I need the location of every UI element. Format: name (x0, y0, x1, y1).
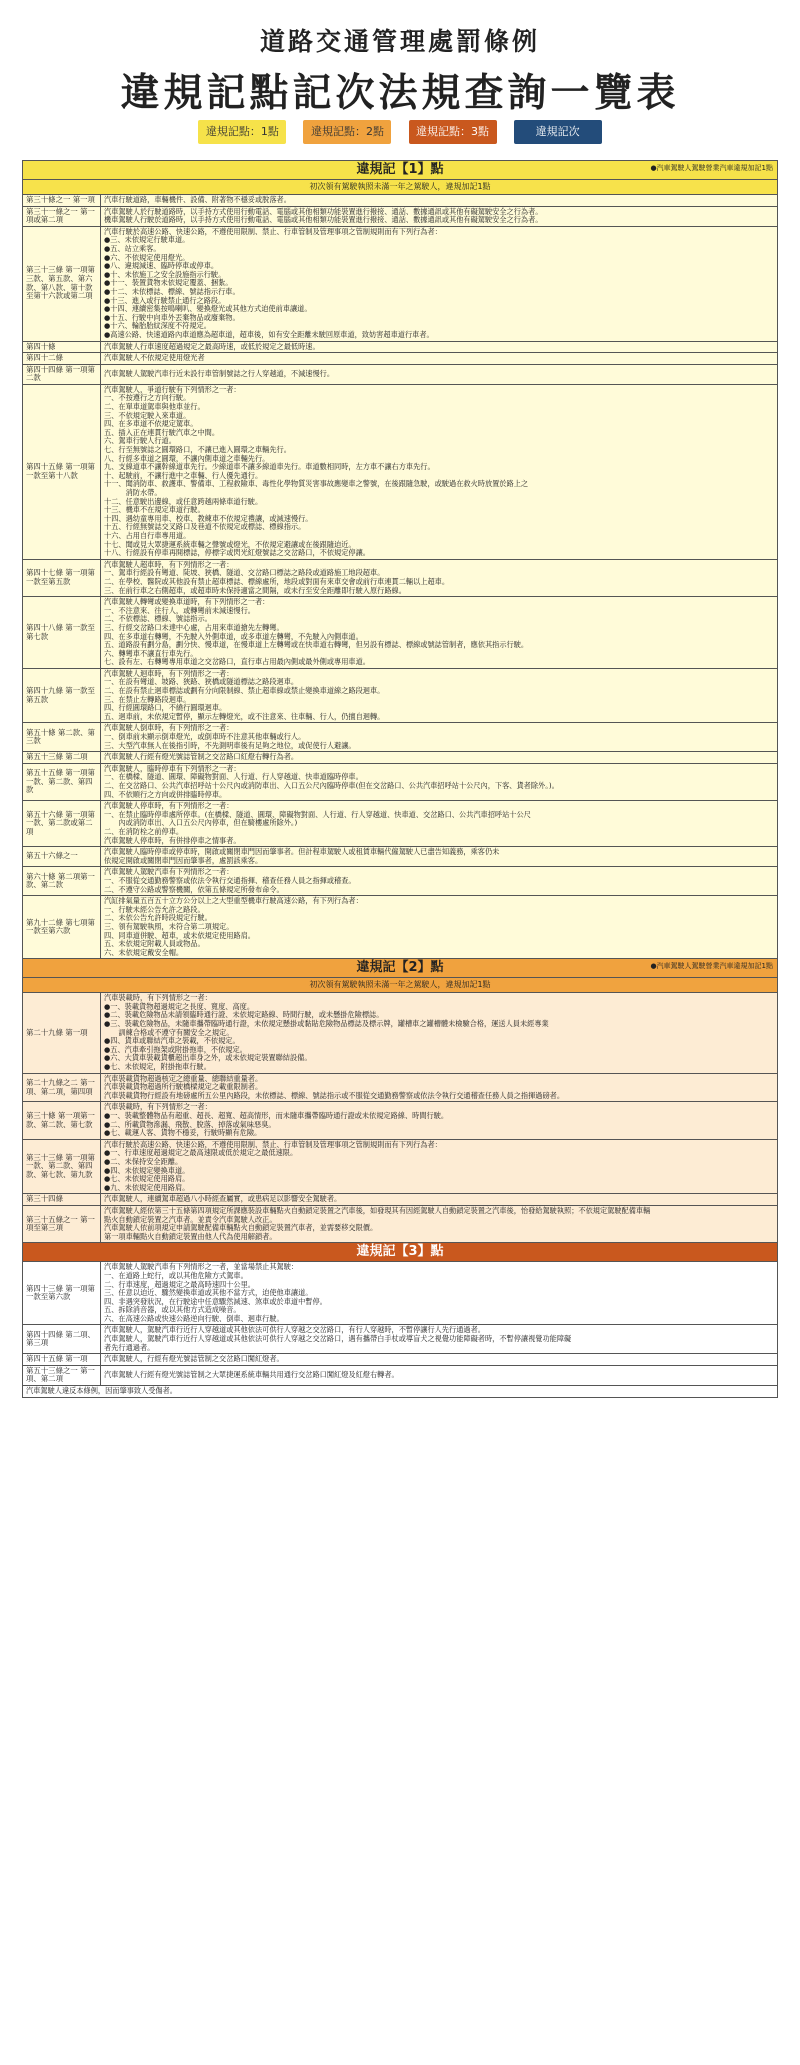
regulation-row (23, 993, 778, 1073)
rule-cell (101, 723, 778, 752)
rule-line: 二、不遵守公路或警察機關，依第五條規定所發布命令。 (104, 884, 284, 894)
regulation-row (23, 1205, 778, 1242)
rule-line: 六、未依規定戴安全帽。 (104, 947, 184, 957)
rule-line: 汽車裝載貨物超過所行駛橋樑規定之載重限制者。 (104, 1082, 263, 1092)
rule-cell (101, 226, 778, 341)
article-cell: 第五十六條 第一項第一款、第二款或第二項 (23, 801, 101, 847)
rule-line: 二、在單車道駕車與他車並行。 (104, 402, 205, 412)
rule-cell (101, 341, 778, 353)
rule-line: 三、行經交岔路口未達中心處，占用來車道搶先左轉彎。 (104, 622, 284, 632)
article-cell: 第六十條 第二項第一款、第二款 (23, 867, 101, 896)
rule-line: 汽車駕駛人，連續駕車超過八小時經查屬實，或患病足以影響安全駕駛者。 (104, 1194, 342, 1204)
article-cell: 第五十三條 第二項 (23, 752, 101, 764)
rule-line: 五、道路設有劃分島，劃分快、慢車道，在慢車道上左轉彎或在快車道右轉彎，但另設有標誌、標線或號誌管制者，應依其指示行駛。 (104, 640, 529, 650)
rule-line: 汽車駕駛人迴車時，有下列情形之一者： (104, 668, 234, 678)
page-header (0, 0, 800, 120)
rule-line: 二、在學校、醫院或其他設有禁止超車標誌、標線處所，地段或對面有來車交會或前行車連貫二輛以上超車。 (104, 576, 450, 586)
regulation-row (23, 723, 778, 752)
rule-line: 一、在禁止臨時停車處所停車。(在橋樑、隧道、圓環、障礙物對面、人行道、行人穿越道、快車道、交岔路口、公共汽車招呼站十公尺 (104, 809, 531, 819)
rule-cell (101, 763, 778, 800)
rule-line: 汽車駕駛人臨時停車或停車時，開啟或關閉車門因而肇事者。但計程車駕駛人或租賃車輛代僱駕駛人已盡告知義務，乘客仍未 (104, 847, 500, 857)
rule-line: 汽車行駛於高速公路、快速公路，不遵使用限制、禁止、行車管制及管理事項之管制規則而有下列行為者： (104, 1139, 442, 1149)
rule-line: 五、未依規定附載人員或物品。 (104, 939, 205, 949)
section-2-body (23, 959, 778, 1243)
rule-line: 汽車駕駛人停車時，有下列情形之一者： (104, 801, 234, 811)
rule-line: ●六、大貨車裝載貨櫃超出車身之外，或未依規定裝置聯結設備。 (104, 1053, 312, 1063)
section-3-body (23, 1243, 778, 1386)
rule-line: 一、在設有彎道、坡路、狹路、狹橋或隧道標誌之路段迴車。 (104, 677, 299, 687)
regulation-row (23, 226, 778, 341)
section-2-header (23, 959, 778, 978)
rule-line: 十四、遇幼童專用車、校車、教練車不依規定禮讓，或減速慢行。 (104, 513, 313, 523)
rule-line: ●六、不依規定使用燈光。 (104, 252, 190, 262)
rule-line: ●七、載運人客、貨物不穩妥，行駛時顯有危險。 (104, 1128, 262, 1138)
legend-2-point: 違規記點：2點 (303, 120, 391, 144)
rule-cell (101, 752, 778, 764)
rule-line: 七、設有左、右轉彎專用車道之交岔路口，直行車占用最內側或最外側或專用車道。 (104, 657, 370, 667)
article-cell: 第三十條 第一項第一款、第二款、第七款 (23, 1102, 101, 1139)
rule-line: 二、在消防栓之前停車。 (104, 826, 184, 836)
rule-line: ●三、未依規定行駛車道。 (104, 235, 190, 245)
section-1-body (23, 161, 778, 959)
regulation-row (23, 668, 778, 723)
article-cell: 第四十三條 第一項第一款至第六款 (23, 1262, 101, 1325)
regulation-row (23, 1073, 778, 1102)
rule-line: 七、行至無號誌之圓環路口，不讓已進入圓環之車輛先行。 (104, 445, 291, 455)
rule-line: 六、轉彎車不讓直行車先行。 (104, 648, 198, 658)
rule-line: ●高速公路、快速道路內車道應為超車道，超車後，如有安全距離未駛回原車道，致妨害超車道行車者。 (104, 329, 434, 339)
section-1-subtitle: 初次領有駕駛執照未滿一年之駕駛人，違規加記1點 (23, 180, 778, 195)
regulation-row (23, 1365, 778, 1385)
rule-line: 汽車駕駛人，行經有燈光號誌管制之交岔路口闖紅燈者。 (104, 1354, 284, 1364)
article-cell: 第九十二條 第七項第一款至第六款 (23, 896, 101, 959)
rule-line: 二、不依標誌、標線、號誌指示。 (104, 614, 212, 624)
rule-line: ●七、未依規定，附掛拖車行駛。 (104, 1062, 211, 1072)
legend-1-point: 違規記點：1點 (198, 120, 286, 144)
regulation-row (23, 1194, 778, 1206)
rule-line: ●十二、未依標誌、標線、號誌指示行車。 (104, 286, 240, 296)
section-1-note: ●汽車駕駛人駕駛營業汽車違規加記1點 (650, 164, 773, 172)
rule-cell (101, 1139, 778, 1194)
legend (0, 120, 800, 144)
rule-line: 汽車駕駛人依前項規定申請駕駛配備車輛點火自動鎖定裝置汽車者，並需要移交限價。 (104, 1223, 378, 1233)
rule-line: 四、同車道併駛、超車，或未依規定使用路肩。 (104, 930, 255, 940)
rule-line: 汽車駕駛人停車時，有併排停車之情事者。 (104, 835, 241, 845)
rule-line: 一、在橋樑、隧道、圓環、障礙物對面、人行道、行人穿越道、快車道臨時停車。 (104, 772, 363, 782)
rule-line: 二、在設有禁止迴車標誌或劃有分向限制線、禁止超車線或禁止變換車道線之路段迴車。 (104, 686, 385, 696)
rule-line: 三、領有駕駛執照，未符合第二項規定。 (104, 921, 234, 931)
article-cell: 第三十三條 第一項第三款、第五款、第六款、第八款、第十款至第十六款或第二項 (23, 226, 101, 341)
section-3-title: 違規記【3】點 (356, 1244, 444, 1260)
regulation-row (23, 341, 778, 353)
rule-cell (101, 1194, 778, 1206)
rule-cell (101, 847, 778, 867)
rule-line: 汽車駕駛人，駕駛汽車行近行人穿越道或其他依法可供行人穿越之交岔路口，有行人穿越時，不暫停讓行人先行通過者。 (104, 1325, 485, 1335)
section-3-header (23, 1243, 778, 1262)
regulation-row (23, 1262, 778, 1325)
rule-line: 汽車駕駛人，駕駛汽車行近行人穿越道或其他依法可供行人穿越之交岔路口，遇有攜帶白手杖或導盲犬之視覺功能障礙者時，不暫停讓視覺功能障礙 (104, 1334, 572, 1344)
rule-line: 三、在前行車之右側超車，或超車時未保持適當之間隔，或未行至安全距離即行駛入原行路線。 (104, 585, 406, 595)
page-title: 違規記點記次法規查詢一覽表 (120, 71, 680, 116)
rule-line: ●二、所載貨物滲漏、飛散、脫落、掉落或氣味惡臭。 (104, 1119, 276, 1129)
rule-cell (101, 1262, 778, 1325)
rule-line: ●十一、裝置貨物未依規定覆蓋、捆紮。 (104, 278, 233, 288)
rule-line: 十一、聞消防車、救護車、警備車、工程救險車、毒性化學物質災害事故應變車之警號，在後跟隨急駛，或駛過在救火時放置於路上之 (104, 479, 529, 489)
rule-line: 四、非遇突發狀況，在行駛途中任意驟然減速、煞車或於車道中暫停。 (104, 1296, 327, 1306)
rule-line: ●八、違規減速、臨時停車或停車。 (104, 261, 219, 271)
rule-line: 消防水帶。 (104, 488, 162, 497)
rule-line: 汽車駕駛人經依第三十五條第四項規定所課應裝設車輛點火自動鎖定裝置之汽車後，如發現其有因經駕駛人自動鎖定裝置之汽車後，怡發給駕駛執照；不依規定駕駛配備車輛 (104, 1205, 651, 1215)
rule-line: 四、不依順行之方向或併排臨時停車。 (104, 789, 227, 799)
rule-cell (101, 1325, 778, 1354)
rule-line: 依規定開啟或關閉車門因而肇事者，處罰該乘客。 (104, 855, 263, 865)
rule-line: ●一、行車速度超過規定之最高速限或低於規定之最低速限。 (104, 1148, 298, 1158)
rule-line: 十三、機車不在規定車道行駛。 (104, 505, 205, 515)
rule-line: 汽車駕駛人駕駛汽車有下列情形之一者： (104, 867, 234, 877)
rule-line: 一、不按遵行之方向行駛。 (104, 393, 191, 403)
rule-line: 一、行駛未經公告允許之路段。 (104, 904, 205, 914)
rule-line: 四、在多車道右轉彎，不先駛入外側車道，或多車道左轉彎，不先駛入內側車道。 (104, 631, 363, 641)
rule-line: 汽車駕駛人倒車時，有下列情形之一者： (104, 723, 234, 733)
rule-cell (101, 1205, 778, 1242)
rule-line: 訓練合格或不遵守有關安全之規定。 (104, 1027, 234, 1037)
rule-line: 十六、占用自行車專用道。 (104, 530, 191, 540)
rule-line: ●十三、進入或行駛禁止通行之路段。 (104, 295, 226, 305)
rule-cell (101, 668, 778, 723)
section-1-subtitle-row (23, 180, 778, 195)
rule-cell (101, 195, 778, 207)
rule-line: 六、在高速公路或快速公路逆向行駛、倒車、迴車行駛。 (104, 1313, 284, 1323)
rule-cell (101, 993, 778, 1073)
article-cell: 第五十六條之一 (23, 847, 101, 867)
article-cell: 第二十九條 第一項 (23, 993, 101, 1073)
article-cell: 第三十條之一 第一項 (23, 195, 101, 207)
rule-line: ●七、未依規定使用路肩。 (104, 1174, 190, 1184)
article-cell: 第四十五條 第一項第一款至第十八款 (23, 384, 101, 559)
article-cell: 第五十五條 第一項第一款、第二款、第四款 (23, 763, 101, 800)
rule-line: 九、支線道車不讓幹線道車先行。少線道車不讓多線道車先行。車道數相同時，左方車不讓右方車先行。 (104, 462, 435, 472)
rule-line: 一、不注意來、往行人，或轉彎前未減速慢行。 (104, 605, 255, 615)
rule-line: 六、駕車行駛人行道。 (104, 436, 176, 446)
article-cell: 第四十四條 第一項第二款 (23, 364, 101, 384)
article-cell: 第二十九條之二 第一項、第二項，第四項 (23, 1073, 101, 1102)
article-cell: 第三十五條之一 第一項至第三項 (23, 1205, 101, 1242)
rule-line: 汽車行駛於高速公路、快速公路，不遵使用限制、禁止、行車管制及管理事項之管制規則而有下列行為者： (104, 226, 442, 236)
article-cell: 第四十五條 第一項 (23, 1354, 101, 1366)
rule-line: 一、不服從交通勤務警察或依法令執行交通指揮、稽查任務人員之指揮或稽查。 (104, 875, 356, 885)
rule-line: 機車駕駛人行駛於道路時，以手持方式使用行動電話、電腦或其他相類功能裝置進行撥接、通話、數據通訊或其他有礙駕駛安全之行為者。 (104, 215, 543, 225)
regulation-row (23, 353, 778, 365)
rule-line: 五、插入正在連貫行駛汽車之中間。 (104, 427, 220, 437)
rule-line: 第一項車輛點火自動鎖定裝置由他人代為使用解鎖者。 (104, 1231, 277, 1241)
rule-cell (101, 1354, 778, 1366)
rule-line: 一、駕車行經設有彎道、陡坡、狹橋、隧道、交岔路口標誌之路段或道路施工地段超車。 (104, 568, 385, 578)
regulation-table (22, 160, 778, 1398)
rule-line: ●一、裝載整體物品有超重、超長、超寬、超高情形，而未隨車攜帶臨時通行證或未依規定路線、時間行駛。 (104, 1111, 449, 1120)
article-cell: 第五十三條之一 第一項、第二項 (23, 1365, 101, 1385)
rule-line: 汽缸排氣量五百五十立方公分以上之大型重型機車行駛高速公路，有下列行為者： (104, 896, 363, 906)
rule-line: 汽車駕駛人，爭道行駛有下列情形之一者： (104, 384, 241, 394)
rule-line: ●四、未依規定變換車道。 (104, 1165, 190, 1175)
article-cell: 第四十二條 (23, 353, 101, 365)
rule-line: 汽車駕駛人行經有燈光號誌管制之交岔路口紅燈右轉行為者。 (104, 752, 299, 762)
regulation-row (23, 847, 778, 867)
rule-line: 十七、聞或見大眾捷運系統車輛之聲號或燈光，不依規定避讓或在後跟隨迫近。 (104, 539, 356, 549)
rule-line: 汽車駕駛人超車時，有下列情形之一者： (104, 559, 234, 569)
rule-line: 汽車行駛道路，車輛機件、設備、附著物不穩妥或脫落者。 (104, 195, 291, 204)
regulation-row (23, 195, 778, 207)
rule-line: 十五、行經無號誌交叉路口及巷道不依規定或標誌、標線指示。 (104, 522, 306, 532)
rule-line: ●二、未保持安全距離。 (104, 1156, 183, 1166)
rule-line: 汽車駕駛人行車速度超過規定之最高時速，或低於規定之最低時速。 (104, 341, 320, 351)
section-2-note: ●汽車駕駛人駕駛營業汽車違規加記1點 (650, 962, 773, 971)
rule-line: 汽車駕駛人行經有燈光號誌管制之大眾捷運系統車輛共用通行交岔路口闖紅燈及紅燈右轉者。 (104, 1370, 399, 1380)
rule-line: ●三、裝載危險物品，未隨車攜帶臨時通行證，未依規定懸掛或黏貼危險物品標誌及標示牌，罐槽車之罐槽體未檢驗合格，運送人員未經專業 (104, 1019, 549, 1029)
regulation-row (23, 1325, 778, 1354)
rule-cell (101, 353, 778, 365)
regulation-row (23, 1139, 778, 1194)
rule-line: 十、起駛前，不讓行進中之車輛、行人優先通行。 (104, 470, 263, 480)
rule-line: 汽車裝載時，有下列情形之一者： (104, 993, 212, 1003)
rule-line: 四、在多車道不依規定駕車。 (104, 419, 198, 429)
rule-line: 一、倒車前未顯示倒車燈光，或倒車時不注意其他車輛或行人。 (104, 732, 306, 742)
rule-line: 一、在道路上蛇行，或以其他危險方式駕車。 (104, 1270, 248, 1280)
regulation-row (23, 384, 778, 559)
footer-row (23, 1386, 778, 1398)
rule-cell (101, 1365, 778, 1385)
legend-count: 違規記次 (514, 120, 602, 144)
rule-cell (101, 896, 778, 959)
rule-line: ●十四、連續密集按鳴喇叭、變換燈光或其他方式迫使前車讓道。 (104, 304, 312, 314)
section-2-title: 違規記【2】點 (356, 959, 444, 975)
article-cell: 第三十一條之一 第一項或第二項 (23, 206, 101, 226)
rule-line: 者先行通過者。 (104, 1342, 155, 1352)
rule-line: 汽車駕駛人駕駛汽車行近未設行車管制號誌之行人穿越道，不減速慢行。 (104, 368, 335, 378)
rule-line: 三、大型汽車無人在後指引時，不先測明車後有足夠之地位，或促使行人避讓。 (104, 740, 356, 750)
rule-line: ●一、裝載貨物超過規定之長度、寬度、高度。 (104, 1001, 255, 1011)
section-1-title: 違規記【1】點 (356, 161, 444, 177)
article-cell: 第四十七條 第一項第一款至第五款 (23, 559, 101, 596)
rule-line: 汽車駕駛人駕駛汽車有下列情形之一者，並當場禁止其駕駛： (104, 1262, 299, 1272)
rule-line: ●五、站立乘客。 (104, 243, 161, 253)
rule-line: 二、未依公告允許時段規定行駛。 (104, 913, 212, 923)
rule-line: 二、行車速度，超過規定之最高時速四十公里。 (104, 1279, 255, 1289)
regulation-row (23, 801, 778, 847)
rule-line: 汽車裝載貨物超過核定之總重量、總聯結重量者。 (104, 1073, 263, 1083)
regulation-row (23, 867, 778, 896)
rule-line: 汽車駕駛人於行駛道路時，以手持方式使用行動電話、電腦或其他相類功能裝置進行撥接、通話、數據通訊或其他有礙駕駛安全之行為者。 (104, 206, 543, 216)
article-cell: 第四十四條 第二項、第三項 (23, 1325, 101, 1354)
section-1-header (23, 161, 778, 180)
rule-cell (101, 1073, 778, 1102)
rule-line: 八、行經多車道之圓環，不讓內側車道之車輛先行。 (104, 453, 270, 463)
regulation-row (23, 364, 778, 384)
regulation-row (23, 1354, 778, 1366)
article-cell: 第四十八條 第一款至第七款 (23, 597, 101, 669)
rule-line: 十八、行經設有停車再開標誌，停標字或閃光紅燈號誌之交岔路口，不依規定停讓。 (104, 548, 370, 558)
rule-line: 十二、任意駛出邊線，或任意跨越兩條車道行駛。 (104, 496, 263, 506)
rule-line: 四、行經圓環路口，不繞行圓環迴車。 (104, 703, 227, 713)
rule-cell (101, 559, 778, 596)
rule-line: ●十六、輪胎胎紋深度不符規定。 (104, 321, 211, 331)
rule-line: 汽車裝載貨物行經設有地磅處所五公里內路段，未依標誌、標線、號誌指示或不服從交通勤務警察或依法令執行交通稽查任務人員之指揮過磅者。 (104, 1090, 565, 1100)
rule-line: 汽車駕駛人轉彎或變換車道時，有下列情形之一者： (104, 597, 270, 607)
rule-line: ●十、未依施工之安全設施指示行駛。 (104, 269, 226, 279)
regulation-row (23, 763, 778, 800)
section-2-subtitle-row (23, 978, 778, 993)
legend-3-point: 違規記點：3點 (409, 120, 497, 144)
rule-cell (101, 364, 778, 384)
regulation-row (23, 206, 778, 226)
rule-cell (101, 867, 778, 896)
regulation-row (23, 559, 778, 596)
article-cell: 第四十條 (23, 341, 101, 353)
article-cell: 第五十條 第二款、第三款 (23, 723, 101, 752)
rule-line: ●二、裝載危險物品未請領臨時通行證、未依規定路線、時間行駛，或未懸掛危險標誌。 (104, 1010, 384, 1020)
rule-line: ●十五、行駛中向車外丟棄物品或廢棄物。 (104, 312, 240, 322)
rule-line: 三、在禁止左轉路段迴車。 (104, 694, 191, 704)
rule-line: 五、拆除消音器，或以其他方式造成噪音。 (104, 1305, 241, 1315)
rule-line: ●九、未依規定使用路肩。 (104, 1182, 190, 1192)
rule-line: 汽車駕駛人不依規定使用燈光者 (104, 353, 205, 363)
page-supertitle: 道路交通管理處罰條例 (259, 27, 540, 56)
article-cell: 第三十三條 第一項第一款、第二款、第四款、第七款、第九款 (23, 1139, 101, 1194)
regulation-row (23, 597, 778, 669)
footer-body (23, 1386, 778, 1398)
rule-line: 汽車裝載時，有下列情形之一者： (104, 1102, 212, 1112)
rule-cell (101, 384, 778, 559)
regulation-row (23, 752, 778, 764)
regulation-row (23, 896, 778, 959)
rule-line: 點火自動鎖定裝置之汽車者。並責令汽車駕駛人改正。 (104, 1214, 277, 1224)
article-cell: 第四十九條 第一款至第五款 (23, 668, 101, 723)
rule-cell (101, 1102, 778, 1139)
section-2-subtitle: 初次領有駕駛執照未滿一年之駕駛人，違規加記1點 (23, 978, 778, 993)
rule-line: 五、迴車前，未依規定暫停，顯示左轉燈光，或不注意來、往車輛、行人，仍擅自迴轉。 (104, 711, 385, 721)
rule-line: 三、任意以迫近、驟然變換車道或其他不當方式，迫使他車讓道。 (104, 1288, 313, 1298)
article-cell: 第三十四條 (23, 1194, 101, 1206)
rule-line: ●四、貨車或聯結汽車之裝載，不依規定。 (104, 1036, 240, 1046)
rule-line: 二、在交岔路口、公共汽車招呼站十公尺內或消防車出、入口五公尺內臨時停車(但在交岔路口、公共汽車招呼站十公尺內，下客、貨者除外。)。 (104, 781, 559, 790)
rule-line: 三、不依規定駛入來車道。 (104, 410, 191, 420)
regulation-row (23, 1102, 778, 1139)
rule-cell (101, 206, 778, 226)
rule-cell (101, 801, 778, 847)
footer-text: 汽車駕駛人違反本條例，因而肇事致人受傷者。 (23, 1386, 778, 1398)
rule-line: ●五、汽車牽引拖架或附掛拖車，不依規定。 (104, 1044, 247, 1054)
rule-line: 汽車駕駛人，臨時停車有下列情形之一者： (104, 763, 241, 773)
rule-cell (101, 597, 778, 669)
rule-line: 內或消防車出、入口五公尺內停車，但在騎樓處所除外。) (104, 818, 298, 828)
